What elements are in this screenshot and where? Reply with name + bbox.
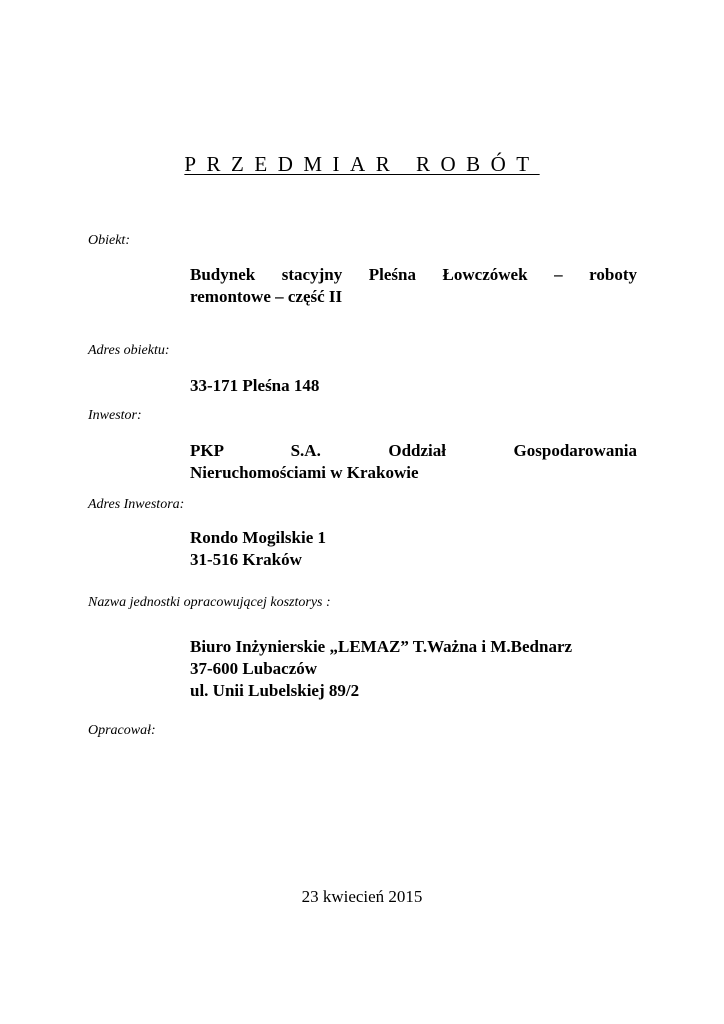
inwestor-value (190, 440, 637, 484)
adres-inwestora-value (190, 527, 637, 571)
jednostka-line-1: Biuro Inżynierskie „LEMAZ” T.Ważna i M.Bednarz (190, 637, 573, 656)
adres-inwestora-label: Adres Inwestora: (88, 497, 185, 512)
opracowal-label: Opracował: (88, 723, 156, 738)
obiekt-line-1: Budynek stacyjny Pleśna Łowczówek – roboty (190, 265, 637, 284)
adres-obiektu-value (190, 375, 637, 397)
adres-inwestora-line-1: Rondo Mogilskie 1 (190, 528, 327, 547)
obiekt-value (190, 264, 637, 308)
adres-obiektu-line-1: 33-171 Pleśna 148 (190, 376, 320, 395)
inwestor-label: Inwestor: (88, 408, 142, 423)
inwestor-line-1: PKP S.A. Oddział Gospodarowania (190, 441, 637, 460)
jednostka-value (190, 636, 637, 702)
obiekt-line-2: remontowe – część II (190, 287, 343, 306)
jednostka-label: Nazwa jednostki opracowującej kosztorys : (88, 595, 331, 610)
inwestor-line-2: Nieruchomościami w Krakowie (190, 463, 419, 482)
document-title: PRZEDMIAR ROBÓT (184, 152, 540, 176)
adres-inwestora-line-2: 31-516 Kraków (190, 550, 302, 569)
adres-obiektu-label: Adres obiektu: (88, 343, 170, 358)
obiekt-label: Obiekt: (88, 233, 130, 248)
jednostka-line-3: ul. Unii Lubelskiej 89/2 (190, 681, 360, 700)
document-date: 23 kwiecień 2015 (301, 887, 423, 906)
jednostka-line-2: 37-600 Lubaczów (190, 659, 318, 678)
